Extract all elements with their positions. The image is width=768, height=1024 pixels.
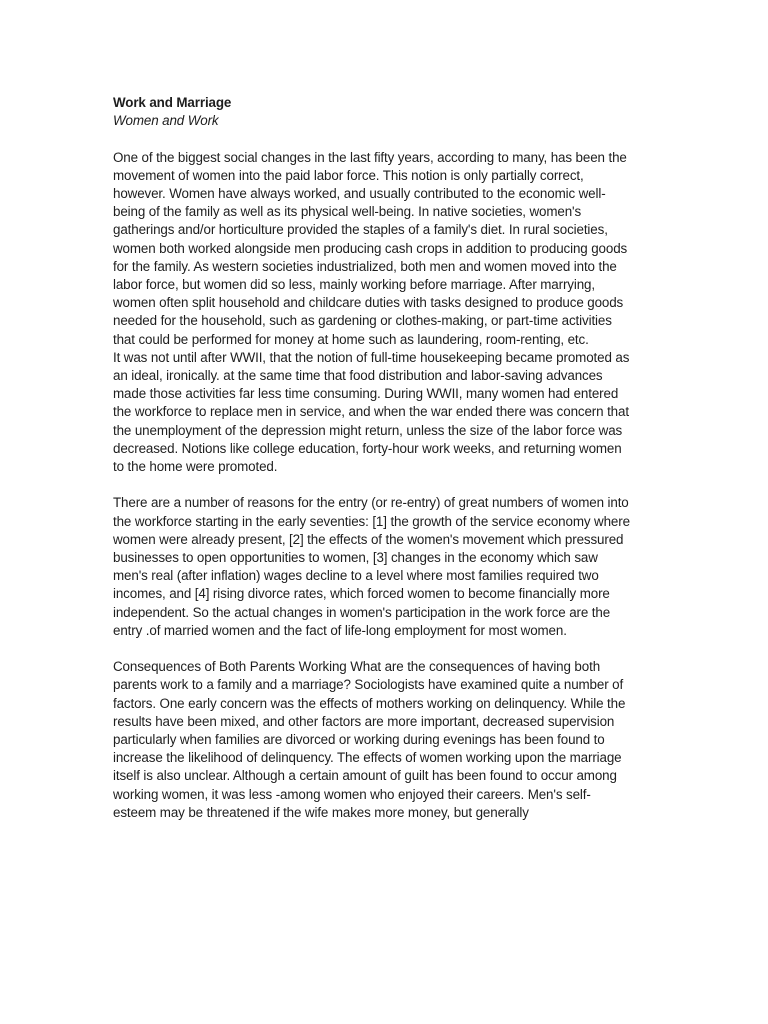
document-title: Work and Marriage (113, 95, 232, 110)
paragraph-1: One of the biggest social changes in the last fifty years, according to many, has been the movement of women into the paid labor force. This notion is only partially correct, however. Women have always worked, and usually contributed to the economic well-being of the family as well as its physical well-being. In native societies, women's gatherings and/or horticulture provided the staples of a family's diet. In rural societies, women both worked alongside men producing cash crops in addition to producing goods for the family. As western societies industrialized, both men and women moved into the labor force, but women did so less, mainly working before marriage. After marrying, women often split household and childcare duties with tasks designed to produce goods needed for the household, such as gardening or clothes-making, or part-time activities that could be performed for money at home such as laundering, room-renting, etc. It was not until after WWII, that the notion of full-time housekeeping became promoted as an ideal, ironically. at the same time that food distribution and labor-saving advances made those activities far less time consuming. During WWII, many women had entered the workforce to replace men in service, and when the war ended there was concern that the unemployment of the depression might return, unless the size of the labor force was decreased. Notions like college education, forty-hour work weeks, and returning women to the home were promoted. (113, 149, 630, 475)
document-subtitle: Women and Work (113, 113, 219, 129)
document-body (113, 94, 633, 840)
paragraph-2: There are a number of reasons for the entry (or re-entry) of great numbers of women into the workforce starting in the early seventies: [1] the growth of the service economy where women were already present, [2] the effects of the women's movement which pressured businesses to open opportunities to women, [3] changes in the economy which saw men's real (after inflation) wages decline to a level where most families required two incomes, and [4] rising divorce rates, which forced women to become financially more independent. So the actual changes in women's participation in the work force are the entry .of married women and the fact of life-long employment for most women. (113, 495, 630, 638)
paragraph-3: Consequences of Both Parents Working What are the consequences of having both parents work to a family and a marriage? Sociologists have examined quite a number of factors. One early concern was the effects of mothers working on delinquency. While the results have been mixed, and other factors are more important, decreased supervision particularly when families are divorced or working during evenings has been found to increase the likelihood of delinquency. The effects of women working upon the marriage itself is also unclear. Although a certain amount of guilt has been found to occur among working women, it was less -among women who enjoyed their careers. Men's self-esteem may be threatened if the wife makes more money, but generally (113, 659, 626, 820)
